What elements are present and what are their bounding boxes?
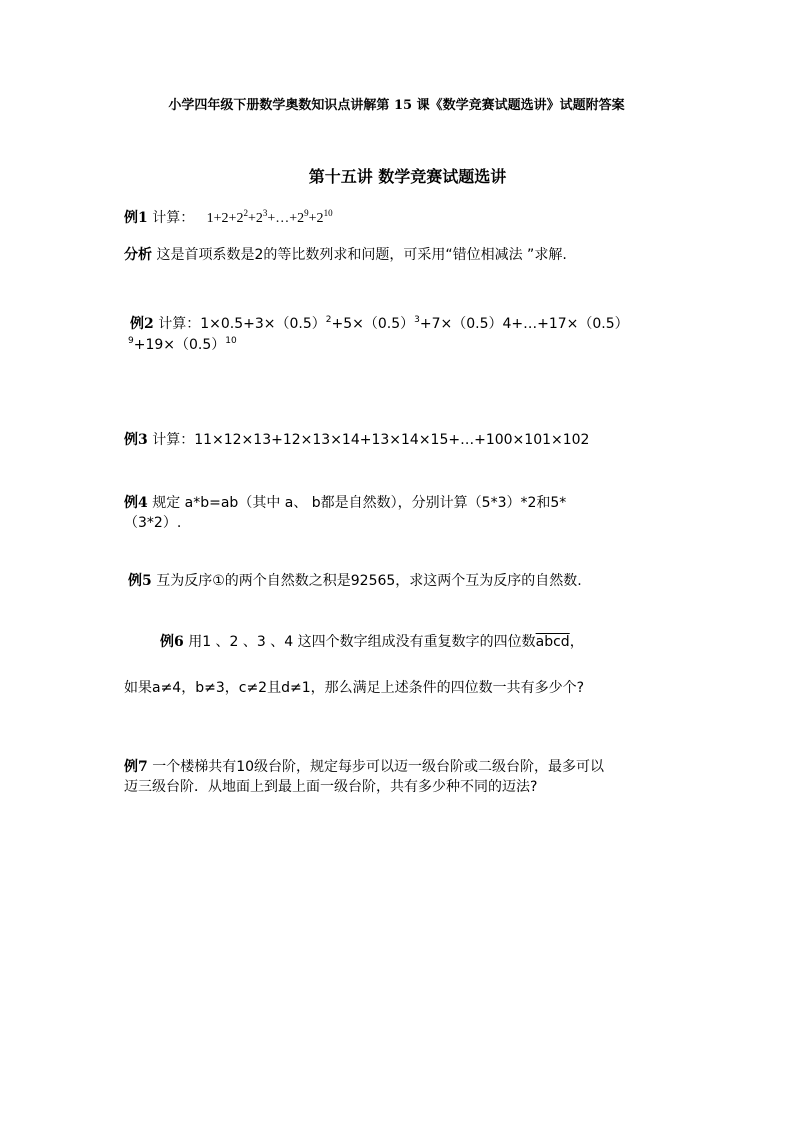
example-prefix: 计算： bbox=[152, 210, 195, 226]
document-title: 小学四年级下册数学奥数知识点讲解第 15 课《数学竞赛试题选讲》试题附答案 bbox=[168, 98, 625, 113]
example-2-line-2: $^9+19\times(0.5)^{10}$ bbox=[128, 336, 237, 353]
example-6-line-2: 如果a≠4，b≠3，c≠2且d≠1，那么满足上述条件的四位数一共有多少个? bbox=[124, 680, 585, 696]
analysis-label: 分析 bbox=[124, 247, 152, 263]
example-4-line-2: （3*2）. bbox=[124, 515, 182, 531]
example-7-line-2: 迈三级台阶．从地面上到最上面一级台阶，共有多少种不同的迈法? bbox=[124, 779, 538, 795]
example-6-line-1: 例6 用1 、2 、3 、4 这四个数字组成没有重复数字的四位数abcd， bbox=[160, 634, 584, 650]
math-expression: $1+2+2^2+2^3+\dots+2^9+2^{10}$ bbox=[206, 208, 333, 226]
example-5: 例5 互为反序①的两个自然数之积是92565，求这两个互为反序的自然数. bbox=[128, 573, 582, 589]
analysis-text: 这是首项系数是2的等比数列求和问题，可采用“错位相减法 ”求解. bbox=[156, 247, 567, 263]
example-label: 例3 bbox=[124, 432, 148, 448]
example-3: 例3 计算：11×12×13+12×13×14+13×14×15+…+100×101×102 bbox=[124, 432, 590, 448]
example-label: 例1 bbox=[124, 210, 148, 226]
example-4-line-1: 例4 规定 a*b=ab（其中 a、 b都是自然数），分别计算（5*3）*2和5* bbox=[124, 495, 567, 511]
example-label: 例2 bbox=[130, 316, 154, 332]
example-7-line-1: 例7 一个楼梯共有10级台阶，规定每步可以迈一级台阶或二级台阶，最多可以 bbox=[124, 759, 605, 775]
example-label: 例4 bbox=[124, 495, 148, 511]
example-label: 例6 bbox=[160, 634, 184, 650]
example-1 bbox=[124, 209, 333, 228]
example-2-line-1: 例2 计算：$1\times 0.5+3\times(0.5)^2+5\times(0.5)^3+7\times(0.5)4+\dots+17\times(0.5)$ bbox=[130, 315, 629, 332]
lecture-heading: 第十五讲 数学竞赛试题选讲 bbox=[308, 167, 507, 186]
example-label: 例5 bbox=[128, 573, 152, 589]
analysis bbox=[124, 246, 567, 264]
overlined-number: abcd bbox=[535, 634, 570, 650]
example-label: 例7 bbox=[124, 759, 148, 775]
